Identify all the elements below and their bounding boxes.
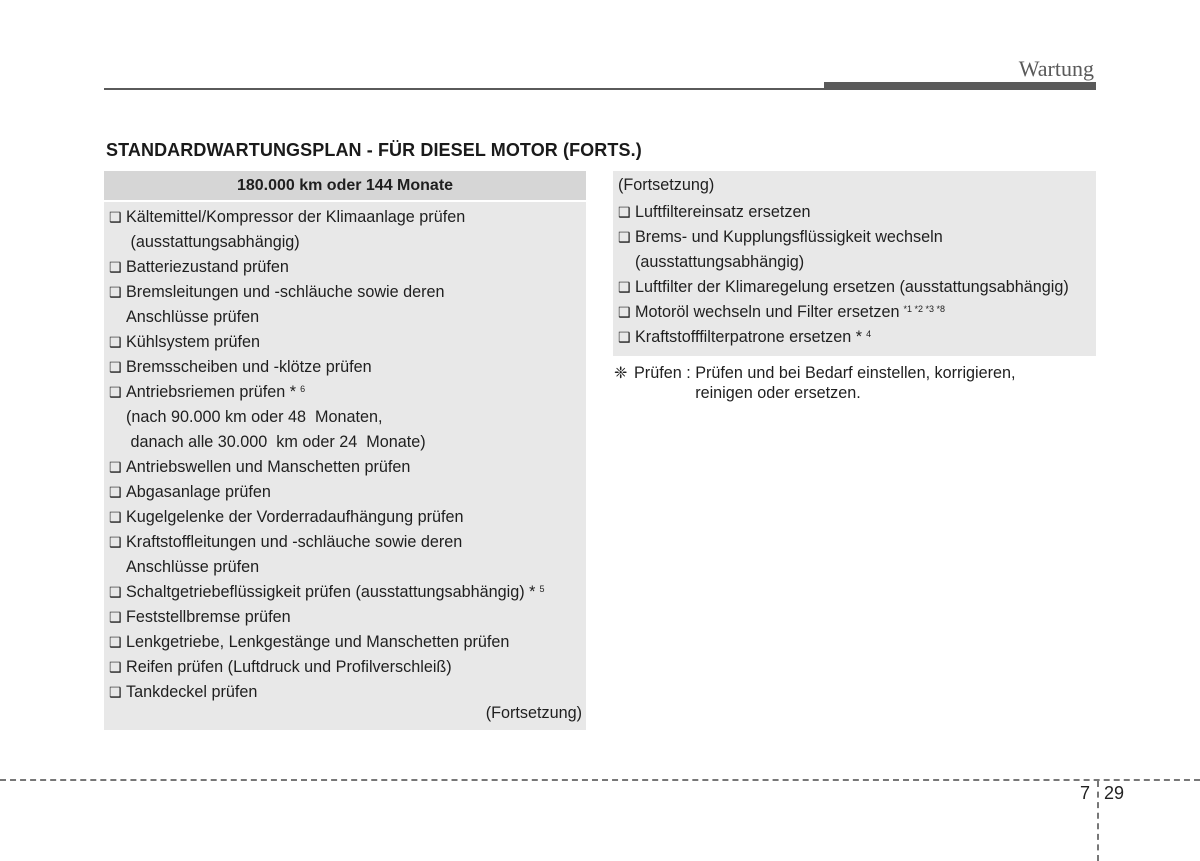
checklist-item-text: [635, 300, 945, 325]
checklist-item: [618, 325, 1096, 350]
checklist-item: [109, 580, 586, 605]
footer-dashed-rule: [0, 779, 1200, 781]
checklist-item: [109, 405, 586, 455]
checklist-item-text: [635, 225, 943, 275]
header-rule: [104, 88, 1096, 90]
checkbox-icon: ❑: [618, 229, 631, 245]
checkbox-icon: ❑: [618, 329, 631, 345]
item-label: Kühlsystem prüfen: [126, 333, 261, 351]
checklist-item: [109, 630, 586, 655]
checklist-item-text: [635, 275, 1069, 300]
checklist-item-text: [635, 200, 810, 225]
item-label: Kugelgelenke der Vorderradaufhängung prüfen: [126, 508, 464, 526]
checklist-item-text: [126, 255, 289, 280]
maintenance-box-right: [613, 171, 1096, 356]
checklist-item-text: [126, 630, 509, 655]
checklist-item: [109, 280, 586, 330]
continuation-label-bottom: (Fortsetzung): [485, 704, 582, 722]
checklist-item-text: [126, 280, 445, 330]
item-label: Abgasanlage prüfen: [126, 483, 271, 501]
checkbox-icon: ❑: [109, 284, 122, 300]
checklist-item: [109, 380, 586, 405]
checklist-item: [109, 505, 586, 530]
checkbox-icon: ❑: [109, 334, 122, 350]
checklist-item: [618, 200, 1096, 225]
checklist-item: [109, 255, 586, 280]
item-label: Motoröl wechseln und Filter ersetzen: [635, 303, 900, 321]
checkbox-icon: ❑: [618, 279, 631, 295]
item-label: Kältemittel/Kompressor der Klimaanlage prüfen (ausstattungsabhängig): [126, 208, 466, 251]
checklist-item-text: [126, 405, 426, 455]
item-label: Luftfilter der Klimaregelung ersetzen (ausstattungsabhängig): [635, 278, 1069, 296]
checkbox-icon: ❑: [109, 209, 122, 225]
item-label: Luftfiltereinsatz ersetzen: [635, 203, 811, 221]
checklist-item-text: [126, 680, 257, 705]
checkbox-icon: ❑: [109, 534, 122, 550]
checklist-item-text: [126, 655, 452, 680]
footer-dashed-divider: [1097, 781, 1099, 861]
checklist-item-text: [126, 330, 260, 355]
checklist-item-text: [126, 480, 271, 505]
checklist-item: [109, 480, 586, 505]
checklist-item-text: [126, 380, 305, 405]
checkbox-icon: ❑: [618, 304, 631, 320]
checklist-item: [618, 300, 1096, 325]
checkbox-icon: ❑: [109, 659, 122, 675]
continuation-label-top: (Fortsetzung): [618, 176, 715, 194]
inspection-note: [614, 364, 1055, 403]
checklist-item-text: [126, 205, 465, 255]
chapter-header-title: Wartung: [1018, 56, 1094, 81]
maintenance-box-left: [104, 171, 586, 730]
checkbox-icon: ❑: [109, 509, 122, 525]
checklist-item-text: [126, 355, 372, 380]
checklist-item-text: [126, 530, 462, 580]
item-label: Reifen prüfen (Luftdruck und Profilverschleiß): [126, 658, 452, 676]
item-label: Kraftstoffleitungen und -schläuche sowie deren Anschlüsse prüfen: [126, 533, 463, 576]
checkbox-icon: ❑: [109, 484, 122, 500]
checklist-item-text: [126, 455, 410, 480]
checklist-item: [109, 455, 586, 480]
checkbox-icon: ❑: [109, 359, 122, 375]
checklist-item: [109, 530, 586, 580]
item-label: Brems- und Kupplungsflüssigkeit wechseln (ausstattungsabhängig): [635, 228, 943, 271]
checkbox-icon: ❑: [109, 634, 122, 650]
checkbox-icon: ❑: [109, 459, 122, 475]
footnote-reference: 4: [866, 329, 872, 339]
checkbox-icon: ❑: [109, 259, 122, 275]
checkbox-icon: ❑: [109, 684, 122, 700]
checklist-item: [109, 655, 586, 680]
note-label: Prüfen :: [634, 364, 696, 382]
item-label: Tankdeckel prüfen: [126, 683, 258, 701]
checklist-item-text: [126, 580, 544, 605]
footnote-reference: 6: [300, 384, 306, 394]
item-label: Kraftstofffilterpatrone ersetzen *: [635, 328, 863, 346]
item-label: (nach 90.000 km oder 48 Monaten, danach alle 30.000 km oder 24 Monate): [126, 408, 426, 451]
footnote-reference: *1 *2 *3 *8: [903, 304, 946, 314]
checklist-item-text: [126, 605, 291, 630]
item-label: Bremsleitungen und -schläuche sowie deren Anschlüsse prüfen: [126, 283, 445, 326]
checklist-item: [109, 355, 586, 380]
section-title: STANDARDWARTUNGSPLAN - FÜR DIESEL MOTOR (FORTS.): [106, 140, 642, 160]
checkbox-icon: ❑: [618, 204, 631, 220]
interval-header: 180.000 km oder 144 Monate: [104, 171, 586, 202]
item-label: Antriebswellen und Manschetten prüfen: [126, 458, 411, 476]
maintenance-list-left: [104, 202, 586, 705]
checklist-item-text: [635, 325, 871, 350]
chapter-number: 7: [1080, 783, 1091, 803]
checkbox-icon: ❑: [109, 584, 122, 600]
item-label: Schaltgetriebeflüssigkeit prüfen (ausstattungsabhängig) *: [126, 583, 536, 601]
footnote-reference: 5: [539, 584, 545, 594]
maintenance-list-right: [613, 196, 1096, 350]
checkbox-icon: ❑: [109, 384, 122, 400]
note-symbol-icon: ❈: [614, 364, 628, 382]
checklist-item: [109, 205, 586, 255]
item-label: Lenkgetriebe, Lenkgestänge und Manschetten prüfen: [126, 633, 510, 651]
item-label: Batteriezustand prüfen: [126, 258, 289, 276]
checklist-item: [109, 605, 586, 630]
note-text: Prüfen und bei Bedarf einstellen, korrigieren, reinigen oder ersetzen.: [695, 364, 1016, 402]
item-label: Feststellbremse prüfen: [126, 608, 291, 626]
item-label: Bremsscheiben und -klötze prüfen: [126, 358, 372, 376]
checkbox-icon: ❑: [109, 609, 122, 625]
checklist-item: [618, 275, 1096, 300]
checklist-item-text: [126, 505, 464, 530]
item-label: Antriebsriemen prüfen *: [126, 383, 297, 401]
page-number: 29: [1104, 783, 1125, 803]
checklist-item: [618, 225, 1096, 275]
checklist-item: [109, 330, 586, 355]
